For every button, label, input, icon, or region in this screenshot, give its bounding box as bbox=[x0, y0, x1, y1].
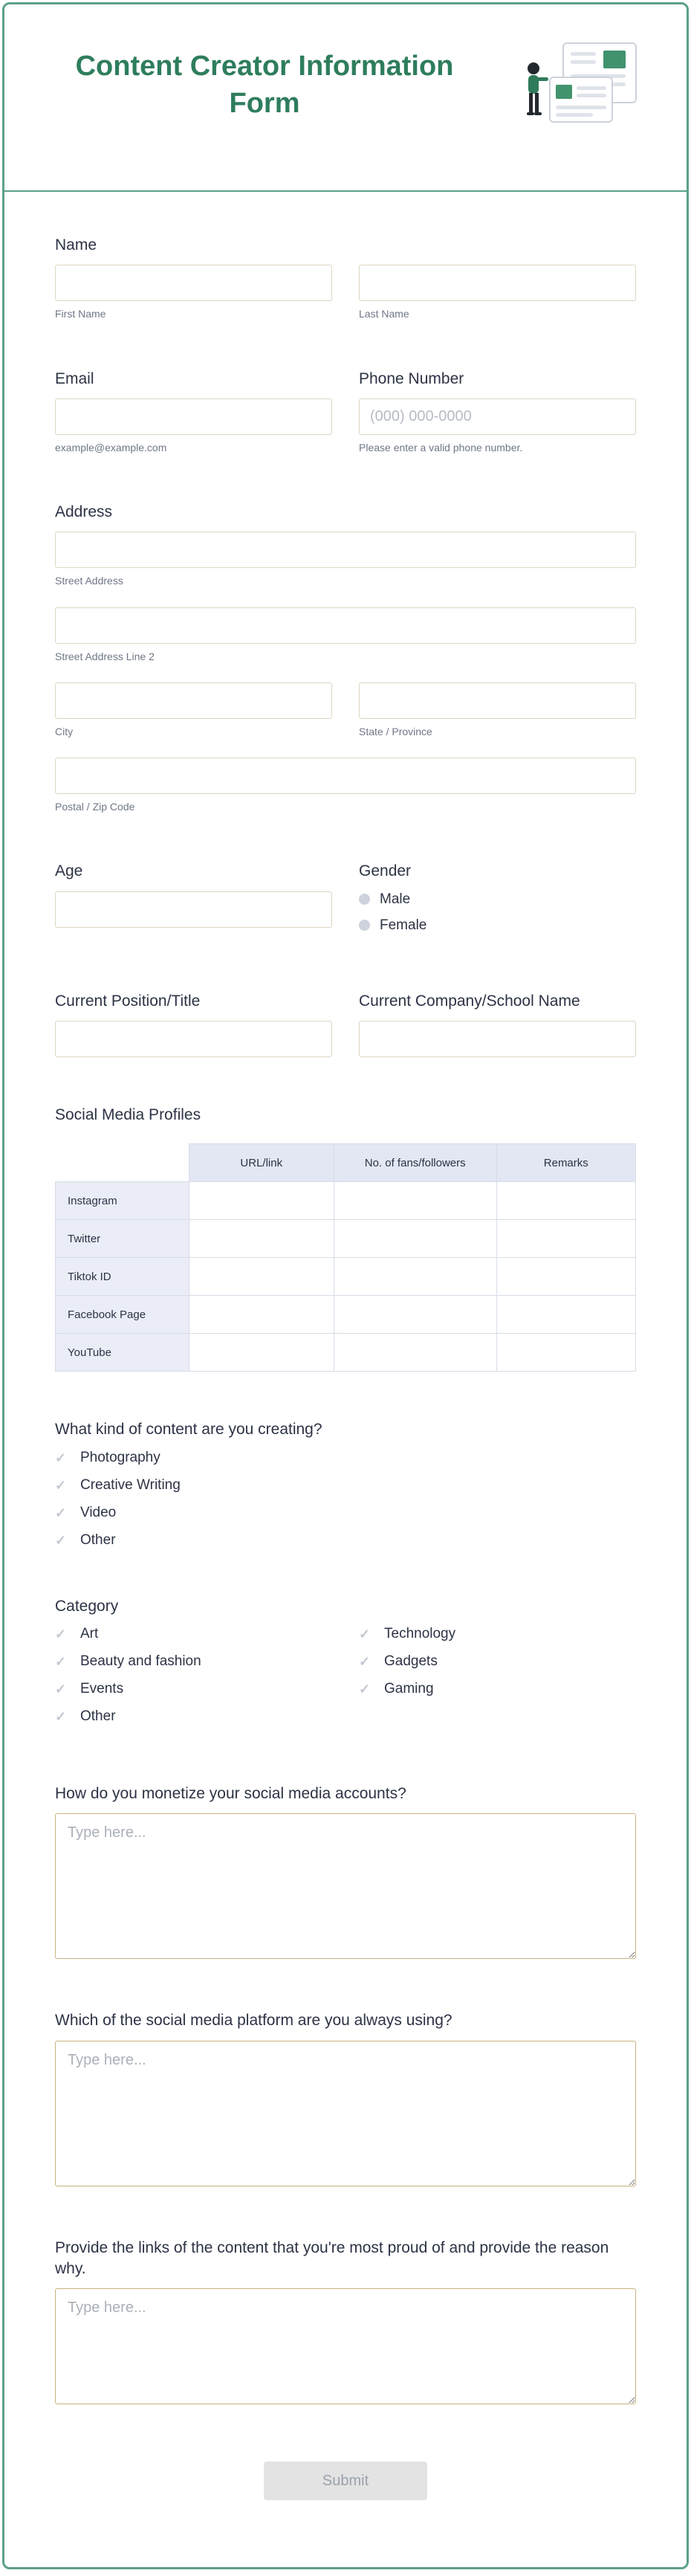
matrix-cell-input[interactable] bbox=[189, 1182, 334, 1219]
checkbox-other-category[interactable] bbox=[55, 1708, 332, 1725]
checkbox-label: Gaming bbox=[384, 1680, 434, 1697]
email-label: Email bbox=[55, 369, 94, 387]
gender-option-female-label: Female bbox=[380, 917, 427, 933]
name-field-group bbox=[55, 235, 636, 321]
gender-option-male[interactable] bbox=[359, 891, 636, 908]
address-field-group bbox=[55, 502, 636, 813]
matrix-cell-input[interactable] bbox=[334, 1296, 496, 1333]
table-row-tiktok bbox=[56, 1258, 636, 1296]
column-header-remarks: Remarks bbox=[496, 1144, 635, 1182]
monetize-textarea[interactable] bbox=[55, 1813, 636, 1959]
postal-code-input[interactable] bbox=[55, 758, 636, 794]
form-card bbox=[2, 2, 689, 2569]
monetize-label: How do you monetize your social media accounts? bbox=[55, 1784, 406, 1802]
checkbox-label: Creative Writing bbox=[80, 1476, 181, 1493]
checkbox-label: Events bbox=[80, 1680, 124, 1697]
checkbox-events[interactable] bbox=[55, 1681, 332, 1697]
matrix-cell[interactable] bbox=[334, 1296, 496, 1334]
checkbox-label: Other bbox=[80, 1708, 116, 1724]
matrix-cell[interactable] bbox=[334, 1258, 496, 1296]
submit-area bbox=[55, 2462, 636, 2540]
checkbox-gaming[interactable] bbox=[359, 1681, 636, 1697]
checkmark-icon: ✓ bbox=[55, 1681, 67, 1697]
proud-label: Provide the links of the content that you're most proud of and provide the reason why. bbox=[55, 2238, 609, 2277]
checkmark-icon: ✓ bbox=[55, 1532, 67, 1548]
matrix-cell-input[interactable] bbox=[497, 1182, 635, 1219]
radio-icon bbox=[359, 894, 370, 905]
checkbox-label: Technology bbox=[384, 1625, 456, 1642]
table-corner-cell bbox=[56, 1144, 189, 1182]
social-media-table bbox=[55, 1143, 636, 1372]
matrix-cell[interactable] bbox=[496, 1220, 635, 1258]
checkbox-beauty-fashion[interactable] bbox=[55, 1653, 332, 1670]
position-label: Current Position/Title bbox=[55, 992, 201, 1010]
content-kind-group bbox=[55, 1419, 636, 1548]
table-header-row bbox=[56, 1144, 636, 1182]
last-name-sublabel: Last Name bbox=[359, 308, 409, 320]
category-label: Category bbox=[55, 1597, 119, 1615]
email-input[interactable] bbox=[55, 398, 332, 435]
content-kind-label: What kind of content are you creating? bbox=[55, 1421, 322, 1439]
matrix-cell-input[interactable] bbox=[334, 1220, 496, 1257]
row-label-tiktok: Tiktok ID bbox=[56, 1258, 189, 1296]
position-input[interactable] bbox=[55, 1021, 332, 1057]
street-address-input[interactable] bbox=[55, 532, 636, 568]
matrix-cell[interactable] bbox=[496, 1296, 635, 1334]
matrix-cell-input[interactable] bbox=[497, 1258, 635, 1295]
street-address2-sublabel: Street Address Line 2 bbox=[55, 650, 155, 662]
matrix-cell[interactable] bbox=[189, 1182, 334, 1220]
row-label-instagram: Instagram bbox=[56, 1182, 189, 1220]
matrix-cell[interactable] bbox=[334, 1334, 496, 1372]
checkbox-photography[interactable] bbox=[55, 1450, 636, 1466]
checkbox-art[interactable] bbox=[55, 1626, 332, 1642]
checkbox-other-content[interactable] bbox=[55, 1532, 636, 1549]
matrix-cell[interactable] bbox=[496, 1258, 635, 1296]
matrix-cell[interactable] bbox=[189, 1334, 334, 1372]
gender-label: Gender bbox=[359, 862, 412, 880]
checkbox-gadgets[interactable] bbox=[359, 1653, 636, 1670]
matrix-cell-input[interactable] bbox=[189, 1220, 334, 1257]
matrix-cell[interactable] bbox=[189, 1258, 334, 1296]
age-label: Age bbox=[55, 862, 83, 880]
proud-group bbox=[55, 2238, 636, 2409]
checkbox-video[interactable] bbox=[55, 1505, 636, 1521]
form-body bbox=[4, 192, 687, 2540]
age-gender-group bbox=[55, 861, 636, 943]
platform-textarea[interactable] bbox=[55, 2041, 636, 2186]
first-name-input[interactable] bbox=[55, 265, 332, 301]
matrix-cell-input[interactable] bbox=[189, 1296, 334, 1333]
table-row-twitter bbox=[56, 1220, 636, 1258]
monetize-group bbox=[55, 1783, 636, 1963]
postal-code-sublabel: Postal / Zip Code bbox=[55, 800, 135, 813]
form-title: Content Creator Information Form bbox=[75, 51, 454, 120]
social-media-group bbox=[55, 1105, 636, 1372]
matrix-cell-input[interactable] bbox=[189, 1334, 334, 1371]
matrix-cell-input[interactable] bbox=[189, 1258, 334, 1295]
email-sublabel: example@example.com bbox=[55, 441, 167, 453]
street-address2-input[interactable] bbox=[55, 607, 636, 644]
company-label: Current Company/School Name bbox=[359, 992, 580, 1010]
city-input[interactable] bbox=[55, 682, 332, 719]
checkbox-label: Other bbox=[80, 1531, 116, 1548]
state-sublabel: State / Province bbox=[359, 725, 432, 737]
street-address-sublabel: Street Address bbox=[55, 575, 123, 587]
column-header-url: URL/link bbox=[189, 1144, 334, 1182]
checkbox-label: Video bbox=[80, 1504, 117, 1520]
category-group bbox=[55, 1596, 636, 1736]
matrix-cell[interactable] bbox=[189, 1296, 334, 1334]
matrix-cell-input[interactable] bbox=[497, 1334, 635, 1371]
phone-input[interactable] bbox=[359, 398, 636, 435]
position-company-group bbox=[55, 991, 636, 1057]
checkbox-creative-writing[interactable] bbox=[55, 1477, 636, 1494]
gender-option-male-label: Male bbox=[380, 891, 411, 907]
proud-textarea[interactable] bbox=[55, 2288, 636, 2404]
checkmark-icon: ✓ bbox=[55, 1708, 67, 1724]
checkbox-technology[interactable] bbox=[359, 1626, 636, 1642]
checkbox-label: Art bbox=[80, 1625, 99, 1642]
state-input[interactable] bbox=[359, 682, 636, 719]
checkmark-icon: ✓ bbox=[55, 1505, 67, 1520]
phone-sublabel: Please enter a valid phone number. bbox=[359, 441, 523, 453]
last-name-input[interactable] bbox=[359, 265, 636, 301]
matrix-cell-input[interactable] bbox=[497, 1296, 635, 1333]
platform-label: Which of the social media platform are you always using? bbox=[55, 2012, 452, 2030]
checkmark-icon: ✓ bbox=[359, 1626, 371, 1642]
name-label: Name bbox=[55, 236, 97, 254]
checkmark-icon: ✓ bbox=[55, 1450, 67, 1465]
submit-button[interactable]: Submit bbox=[264, 2462, 427, 2500]
matrix-cell[interactable] bbox=[189, 1220, 334, 1258]
matrix-cell-input[interactable] bbox=[334, 1182, 496, 1219]
matrix-cell[interactable] bbox=[496, 1334, 635, 1372]
matrix-cell-input[interactable] bbox=[497, 1220, 635, 1257]
table-row-youtube bbox=[56, 1334, 636, 1372]
checkmark-icon: ✓ bbox=[55, 1626, 67, 1642]
checkmark-icon: ✓ bbox=[359, 1681, 371, 1697]
documents-person-illustration bbox=[514, 42, 640, 129]
city-sublabel: City bbox=[55, 725, 74, 737]
company-input[interactable] bbox=[359, 1021, 636, 1057]
social-media-label: Social Media Profiles bbox=[55, 1105, 201, 1123]
matrix-cell-input[interactable] bbox=[334, 1334, 496, 1371]
column-header-fans: No. of fans/followers bbox=[334, 1144, 496, 1182]
phone-label: Phone Number bbox=[359, 369, 464, 387]
row-label-facebook: Facebook Page bbox=[56, 1296, 189, 1334]
matrix-cell[interactable] bbox=[334, 1220, 496, 1258]
row-label-youtube: YouTube bbox=[56, 1334, 189, 1372]
address-label: Address bbox=[55, 503, 113, 521]
gender-option-female[interactable] bbox=[359, 917, 636, 934]
checkbox-label: Beauty and fashion bbox=[80, 1653, 201, 1669]
radio-icon bbox=[359, 920, 370, 931]
first-name-sublabel: First Name bbox=[55, 308, 106, 320]
age-input[interactable] bbox=[55, 891, 332, 928]
matrix-cell[interactable] bbox=[334, 1182, 496, 1220]
email-phone-group bbox=[55, 369, 636, 455]
platform-group bbox=[55, 2010, 636, 2189]
row-label-twitter: Twitter bbox=[56, 1220, 189, 1258]
checkbox-label: Gadgets bbox=[384, 1653, 438, 1669]
matrix-cell-input[interactable] bbox=[334, 1258, 496, 1295]
checkmark-icon: ✓ bbox=[359, 1653, 371, 1669]
checkmark-icon: ✓ bbox=[55, 1653, 67, 1669]
matrix-cell[interactable] bbox=[496, 1182, 635, 1220]
form-header bbox=[4, 4, 687, 192]
checkbox-label: Photography bbox=[80, 1449, 160, 1465]
table-row-facebook bbox=[56, 1296, 636, 1334]
table-row-instagram bbox=[56, 1182, 636, 1220]
checkmark-icon: ✓ bbox=[55, 1477, 67, 1493]
